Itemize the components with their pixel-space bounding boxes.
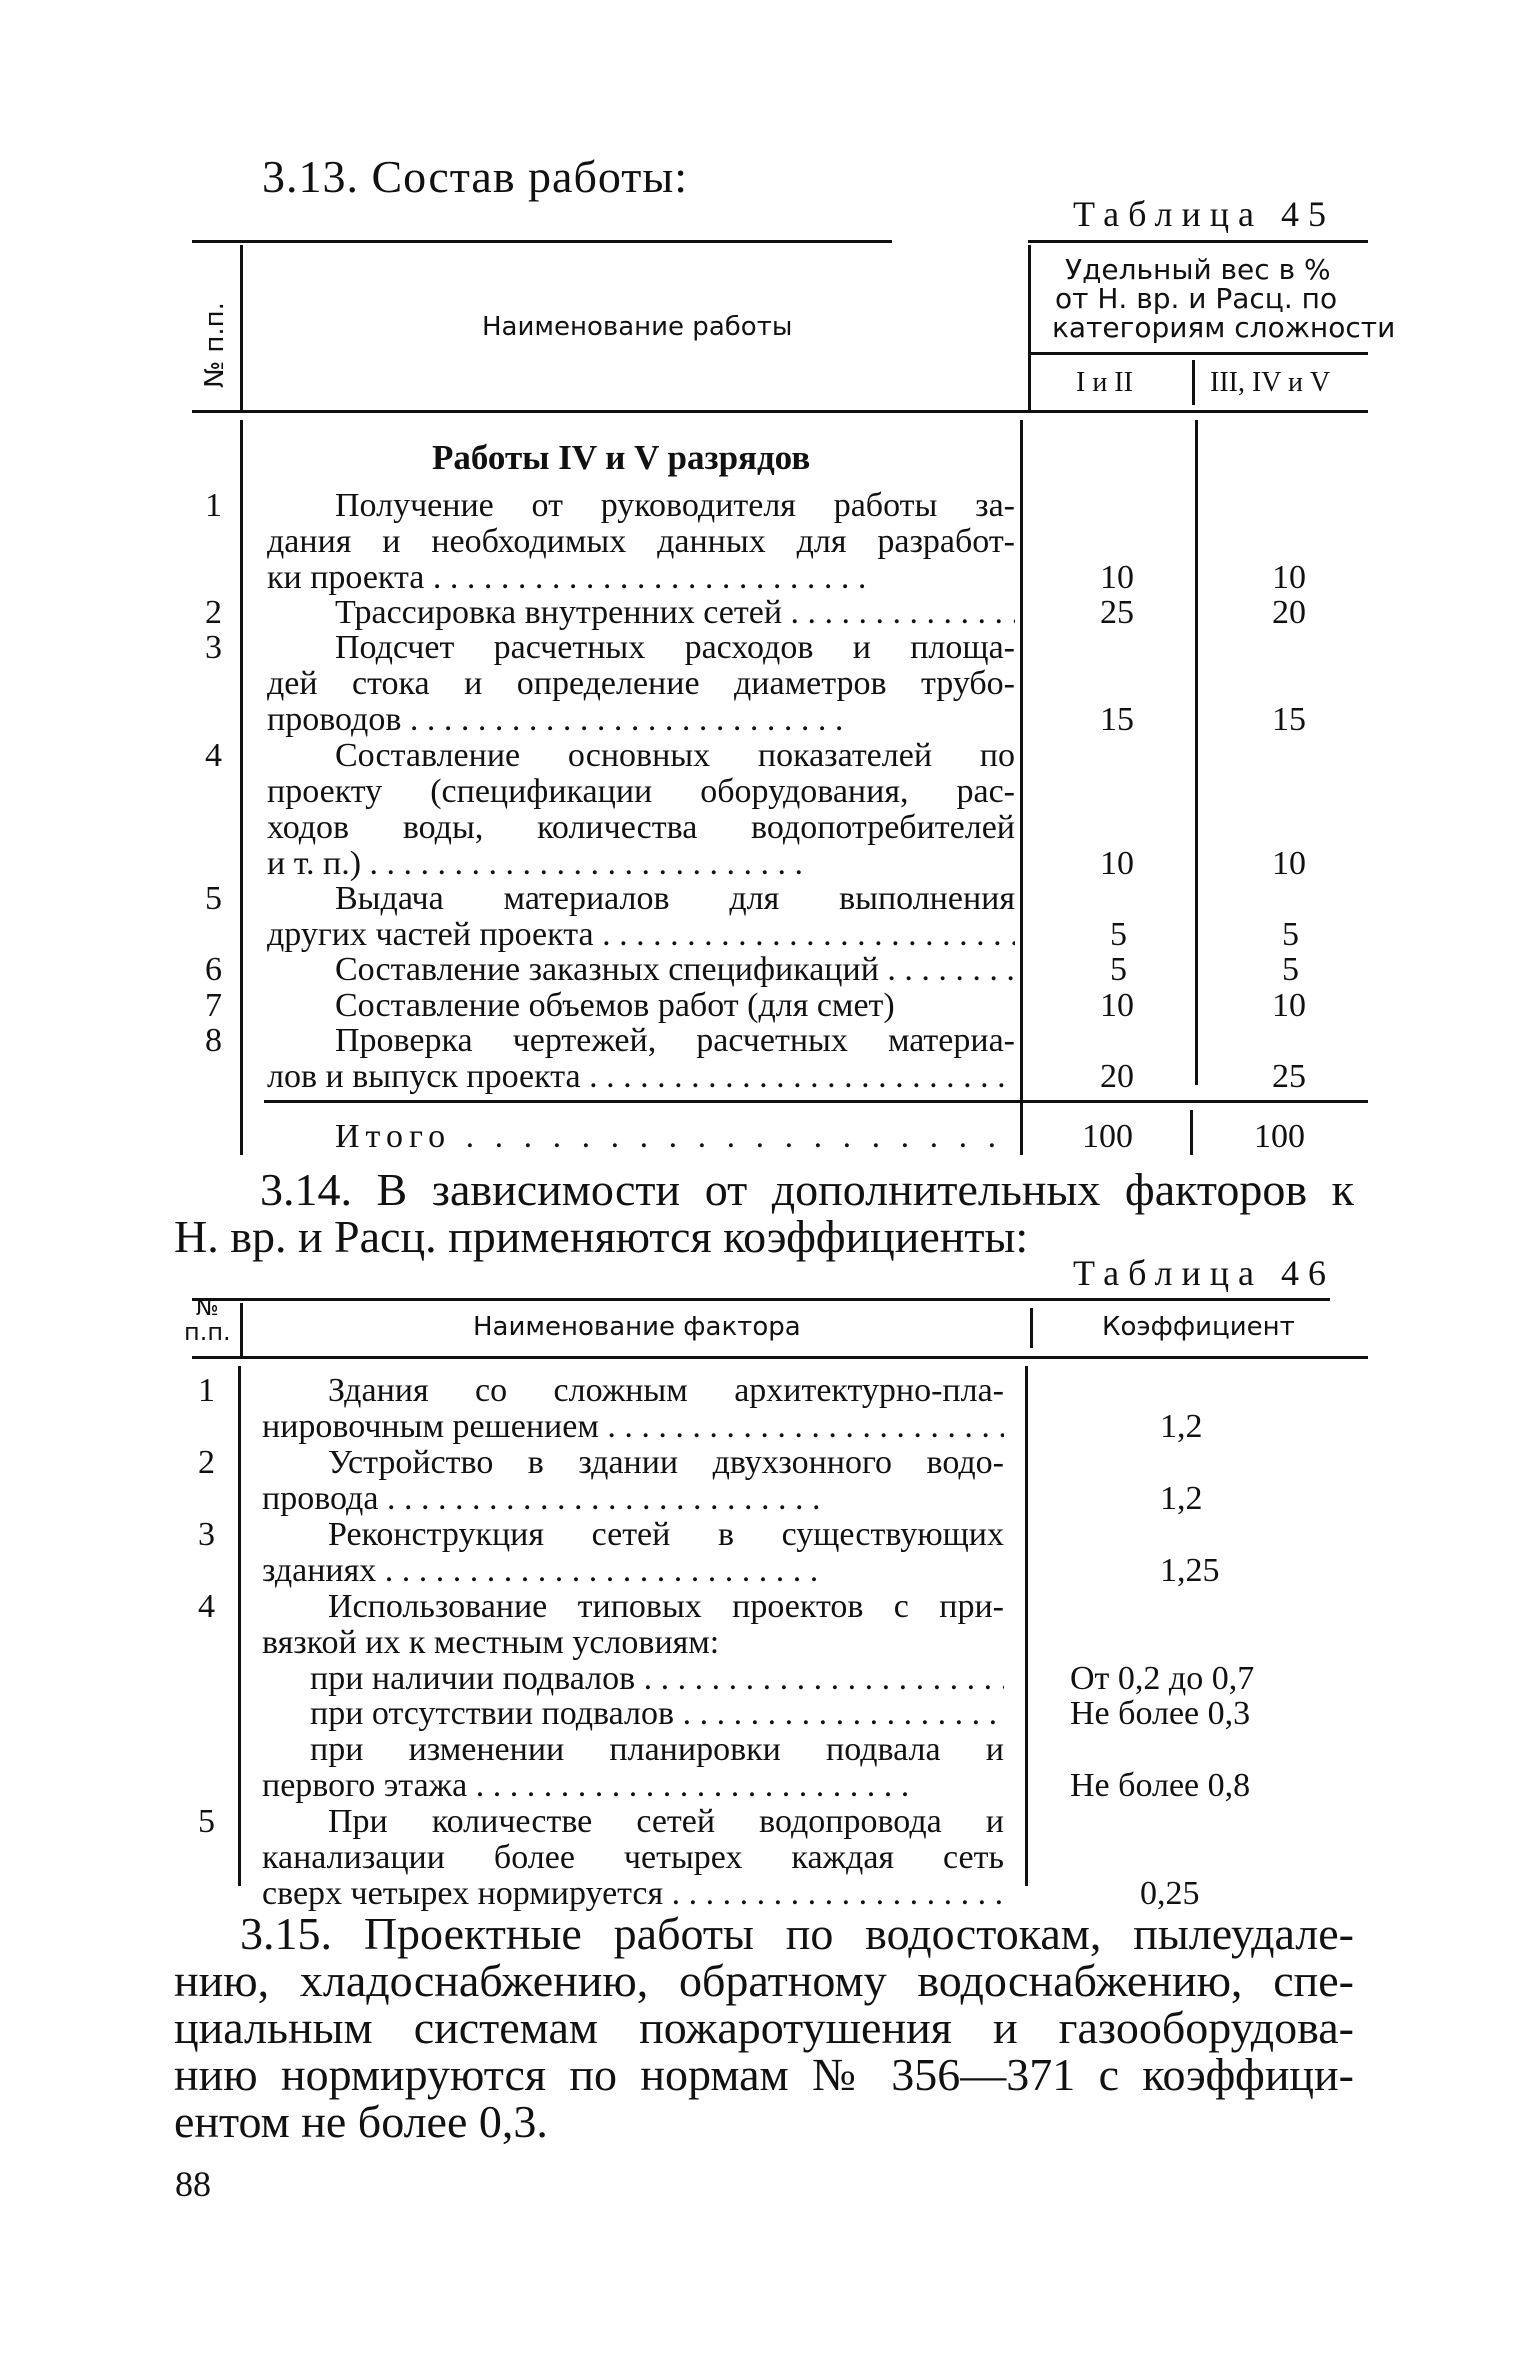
table-46-col-divider-1 — [240, 1303, 243, 1356]
table-45-row-5-number: 5 — [205, 880, 222, 917]
table-45-row-6-value-b: 5 — [1282, 951, 1299, 988]
table-45-total-value-b: 100 — [1254, 1118, 1305, 1155]
table-45-col-number-header: № п.п. — [200, 302, 230, 388]
table-45-col-divider-1-body — [240, 420, 243, 1155]
table-46-col-number-header-line-2: п.п. — [184, 1318, 231, 1346]
table-45-weight-header-line-1: Удельный вес в % — [1065, 253, 1331, 286]
table-46-row-1-line-1: Здания со сложным архитектурно-пла- — [328, 1372, 1004, 1409]
table-45-row-5-value-b: 5 — [1282, 916, 1299, 953]
table-45-row-3-number: 3 — [205, 629, 222, 666]
table-45-row-5-line-2: других частей проекта . . . — [267, 916, 1015, 954]
table-45-row-4-line-3: ходов воды, количества водопотребителей — [267, 809, 1015, 846]
table-45-row-1-line-3: ки проекта . . . — [267, 559, 1015, 597]
table-45-col-divider-3-body — [1195, 420, 1198, 1085]
table-46-row-4-line-1: Использование типовых проектов с при- — [328, 1588, 1004, 1625]
table-46-row-4c-coef: Не более 0,8 — [1070, 1767, 1251, 1804]
table-45-row-1-value-a: 10 — [1100, 559, 1134, 596]
table-45-top-rule-left — [192, 240, 892, 243]
table-45-row-8-line-1: Проверка чертежей, расчетных материа- — [335, 1022, 1015, 1059]
table-46-row-4b-coef: Не более 0,3 — [1070, 1695, 1251, 1732]
section-3-14-line-2: Н. вр. и Расц. применяются коэффициенты: — [174, 1211, 1029, 1262]
table-45-row-7-value-a: 10 — [1100, 987, 1134, 1024]
table-45-row-8-line-2: лов и выпуск проекта . . . — [267, 1058, 1015, 1096]
table-46-row-1-coef: 1,2 — [1160, 1408, 1203, 1445]
table-45-row-1-line-2: дания и необходимых данных для разработ- — [267, 523, 1015, 560]
table-46-row-1-number: 1 — [198, 1372, 215, 1409]
section-3-15-line-3: циальным системам пожаротушения и газооборудова- — [174, 2002, 1354, 2053]
table-46-row-5-line-3: сверх четырех нормируется . . . — [262, 1875, 1004, 1913]
table-46-top-rule — [192, 1298, 1330, 1301]
table-46-row-3-line-2: зданиях . . . — [262, 1552, 1004, 1590]
table-45-row-2-value-b: 20 — [1272, 594, 1306, 631]
table-46-row-4b-line-1: при отсутствии подвалов . . . — [310, 1695, 1004, 1733]
section-3-14-paragraph — [174, 1166, 1354, 1260]
table-46-row-4c-line-1: при изменении планировки подвала и — [310, 1731, 1004, 1768]
table-45-row-4-line-2: проекту (спецификации оборудования, рас- — [267, 773, 1015, 810]
table-45-row-8-value-b: 25 — [1272, 1058, 1306, 1095]
table-46-row-5-line-2: канализации более четырех каждая сеть — [262, 1839, 1004, 1876]
table-45-col-divider-3 — [1192, 360, 1195, 405]
table-45-row-7-number: 7 — [205, 987, 222, 1024]
table-45-row-1-number: 1 — [205, 487, 222, 524]
table-45-row-4-line-1: Составление основных показателей по — [335, 737, 1015, 774]
table-46-row-4a-coef: От 0,2 до 0,7 — [1070, 1660, 1255, 1697]
section-3-15-line-4: нию нормируются по нормам № 356—371 с коэффици- — [174, 2049, 1354, 2100]
table-45-row-4-value-b: 10 — [1272, 845, 1306, 882]
section-3-13-title: 3.13. Состав работы: — [262, 151, 689, 202]
table-45-row-1-value-b: 10 — [1272, 559, 1306, 596]
table-45-row-1-line-1: Получение от руководителя работы за- — [335, 487, 1015, 524]
table-45-row-6-number: 6 — [205, 951, 222, 988]
table-46-col-name-header: Наименование фактора — [473, 1312, 801, 1342]
table-45-row-4-number: 4 — [205, 737, 222, 774]
section-3-15-line-1: 3.15. Проектные работы по водостокам, пылеудале- — [240, 1908, 1354, 1959]
table-46-col-divider-2-body — [1025, 1366, 1028, 1886]
table-46-row-3-number: 3 — [198, 1516, 215, 1553]
table-45-col-name-header: Наименование работы — [482, 312, 793, 342]
table-46-row-4-line-2: вязкой их к местным условиям: — [262, 1624, 720, 1661]
table-46-row-2-number: 2 — [198, 1444, 215, 1481]
table-46-col-number-header-line-1: № — [196, 1296, 219, 1321]
table-45-total-rule — [264, 1100, 1368, 1103]
section-3-15-line-5: ентом не более 0,3. — [174, 2096, 548, 2147]
table-46-caption: Таблица 46 — [1073, 1253, 1335, 1293]
table-46-row-2-line-1: Устройство в здании двухзонного водо- — [328, 1444, 1004, 1481]
table-45-subcol-1-header: I и II — [1076, 367, 1133, 398]
table-46-row-4c-line-2: первого этажа . . . — [262, 1767, 1004, 1805]
table-45-row-2-value-a: 25 — [1100, 594, 1134, 631]
table-45-row-6-value-a: 5 — [1110, 951, 1127, 988]
table-45-row-3-line-2: дей стока и определение диаметров трубо- — [267, 665, 1015, 702]
table-45-row-3-line-1: Подсчет расчетных расходов и площа- — [335, 629, 1015, 666]
table-45-row-3-value-a: 15 — [1100, 701, 1134, 738]
table-46-row-5-coef: 0,25 — [1140, 1875, 1200, 1912]
table-45-col-divider-3-total — [1190, 1110, 1193, 1155]
table-45-weight-header-line-2: от Н. вр. и Расц. по — [1055, 282, 1338, 315]
table-45-subheader-rule — [1028, 352, 1368, 355]
section-3-14-line-1: 3.14. В зависимости от дополнительных факторов к — [260, 1164, 1354, 1215]
table-46-row-2-coef: 1,2 — [1160, 1480, 1203, 1517]
table-45-top-rule-right — [1028, 240, 1368, 243]
table-45-row-2-number: 2 — [205, 594, 222, 631]
table-46-col-coef-header: Коэффициент — [1102, 1312, 1295, 1342]
table-46-row-2-line-2: провода . . . — [262, 1480, 1004, 1518]
table-46-row-3-coef: 1,25 — [1160, 1552, 1220, 1589]
table-45-row-3-line-3: проводов . . . — [267, 701, 1015, 739]
table-46-row-4-number: 4 — [198, 1588, 215, 1625]
section-3-15-paragraph — [174, 1910, 1354, 2145]
table-45-col-divider-1 — [240, 245, 243, 410]
table-45-col-divider-2 — [1028, 245, 1031, 410]
table-46-col-divider-1-body — [238, 1366, 241, 1886]
table-45-row-8-number: 8 — [205, 1022, 222, 1059]
table-45-col-divider-2-body — [1020, 420, 1023, 1155]
table-45-weight-header-line-3: категориям сложности — [1052, 311, 1396, 344]
table-45-row-4-line-4: и т. п.) . . . — [267, 845, 1015, 883]
table-45-subcol-2-header: III, IV и V — [1210, 367, 1331, 398]
table-45-caption: Таблица 45 — [1073, 194, 1335, 234]
table-45-row-8-value-a: 20 — [1100, 1058, 1134, 1095]
table-45-row-4-value-a: 10 — [1100, 845, 1134, 882]
table-46-header-bottom-rule — [192, 1356, 1368, 1359]
table-46-row-3-line-1: Реконструкция сетей в существующих — [328, 1516, 1004, 1553]
table-45-row-7-line-1: Составление объемов работ (для смет) — [335, 987, 895, 1024]
table-45-row-5-line-1: Выдача материалов для выполнения — [335, 880, 1015, 917]
table-46-row-5-line-1: При количестве сетей водопровода и — [328, 1803, 1004, 1840]
table-45-total-label: Итого . . . — [335, 1118, 1015, 1156]
table-46-row-5-number: 5 — [198, 1803, 215, 1840]
table-45-total-value-a: 100 — [1082, 1118, 1133, 1155]
table-45-group-header: Работы IV и V разрядов — [432, 438, 811, 477]
table-45-row-2-line-1: Трассировка внутренних сетей . . . — [335, 594, 1015, 632]
table-45-row-5-value-a: 5 — [1110, 916, 1127, 953]
section-3-15-line-2: нию, хладоснабжению, обратному водоснабжению, спе- — [174, 1955, 1354, 2006]
table-45-header-bottom-rule — [192, 410, 1368, 413]
table-46-row-1-line-2: нировочным решением . . . — [262, 1408, 1004, 1446]
table-45-row-7-value-b: 10 — [1272, 987, 1306, 1024]
table-45-row-6-line-1: Составление заказных спецификаций . . . — [335, 951, 1015, 989]
table-45-row-3-value-b: 15 — [1272, 701, 1306, 738]
table-46-row-4a-line-1: при наличии подвалов . . . — [310, 1660, 1004, 1698]
table-46-col-divider-2 — [1030, 1308, 1033, 1348]
page-number: 88 — [175, 2164, 211, 2204]
